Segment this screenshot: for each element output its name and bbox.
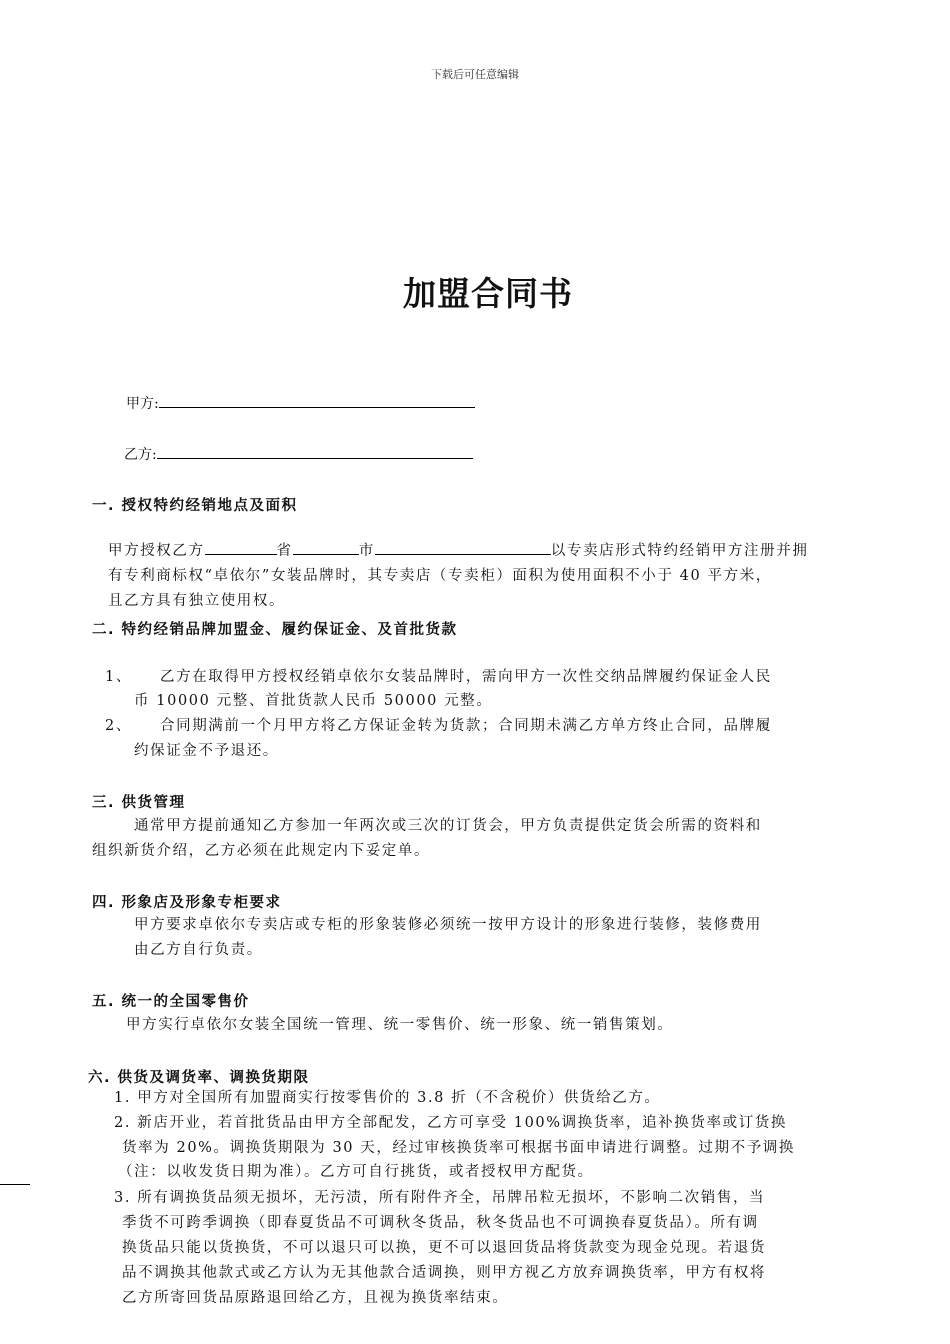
section-3-line-2: 组织新货介绍，乙方必须在此规定内下妥定单。 — [92, 843, 431, 859]
section-3-line-1: 通常甲方提前通知乙方参加一年两次或三次的订货会，甲方负责提供定货会所需的资料和 — [134, 818, 762, 834]
section-6-line-4: （注：以收发货日期为准）。乙方可自行挑货，或者授权甲方配货。 — [118, 1164, 594, 1180]
document-title: 加盟合同书 — [403, 274, 573, 313]
section-1-line-1: 甲方授权乙方 省 市 以专卖店形式特约经销甲方注册并拥 — [108, 540, 808, 563]
province-blank — [205, 540, 277, 555]
party-a-label: 甲方: — [126, 396, 159, 412]
party-a-line — [126, 393, 475, 413]
section-4-heading: 四. 形象店及形象专柜要求 — [92, 895, 282, 911]
section-5-line-1: 甲方实行卓依尔女装全国统一管理、统一零售价、统一形象、统一销售策划。 — [126, 1017, 674, 1033]
section-1-line-3: 且乙方具有独立使用权。 — [108, 593, 286, 609]
section-4-line-1: 甲方要求卓依尔专卖店或专柜的形象装修必须统一按甲方设计的形象进行装修，装修费用 — [134, 917, 762, 933]
city-blank — [293, 540, 359, 555]
section-6-line-3: 货率为 20%。调换货期限为 30 天，经过审核换货率可根据书面申请进行调整。过期不予调换 — [122, 1140, 796, 1156]
section-5-heading: 五. 统一的全国零售价 — [92, 994, 250, 1010]
location-blank — [375, 540, 551, 555]
party-a-blank — [159, 393, 475, 408]
section-6-line-8: 品不调换其他款式或乙方认为无其他款合适调换，则甲方视乙方放弃调换货率，甲方有权将 — [122, 1265, 766, 1281]
section-6-line-7: 换货品只能以货换货，不可以退只可以换，更不可以退回货品将货款变为现金兑现。若退货 — [122, 1240, 766, 1256]
section-4-line-2: 由乙方自行负责。 — [134, 942, 263, 958]
section-2-item-2-line-2: 约保证金不予退还。 — [134, 743, 279, 759]
header-note: 下载后可任意编辑 — [431, 68, 519, 81]
section-6-line-9: 乙方所寄回货品原路退回给乙方，且视为换货率结束。 — [122, 1290, 509, 1306]
section-6-line-6: 季货不可跨季调换（即春夏货品不可调秋冬货品，秋冬货品也不可调换春夏货品）。所有调 — [122, 1215, 759, 1231]
party-b-label: 乙方: — [124, 447, 157, 463]
section-2-item-2-num: 2、 — [105, 718, 132, 734]
section-2-heading: 二. 特约经销品牌加盟金、履约保证金、及首批货款 — [92, 622, 458, 638]
section-6-line-2: 2. 新店开业，若首批货品由甲方全部配发，乙方可享受 100%调换货率，追补换货率或订货换 — [114, 1115, 788, 1131]
section-6-line-5: 3. 所有调换货品须无损坏，无污渍，所有附件齐全，吊牌吊粒无损坏，不影响二次销售，当 — [114, 1190, 766, 1206]
section-6-line-1: 1. 甲方对全国所有加盟商实行按零售价的 3.8 折（不含税价）供货给乙方。 — [114, 1090, 661, 1106]
section-2-item-2-line-1: 合同期满前一个月甲方将乙方保证金转为货款；合同期未满乙方单方终止合同，品牌履 — [160, 718, 772, 734]
section-6-heading: 六. 供货及调货率、调换货期限 — [88, 1070, 310, 1086]
party-b-line — [124, 444, 473, 464]
section-1-heading: 一. 授权特约经销地点及面积 — [92, 498, 298, 514]
section-3-heading: 三. 供货管理 — [92, 795, 186, 811]
party-b-blank — [157, 444, 473, 459]
section-1-line-2: 有专利商标权“卓依尔”女装品牌时，其专卖店（专卖柜）面积为使用面积不小于 40 平方米， — [108, 568, 772, 584]
section-2-item-1-line-1: 乙方在取得甲方授权经销卓依尔女装品牌时，需向甲方一次性交纳品牌履约保证金人民 — [160, 669, 772, 685]
section-2-item-1-num: 1、 — [105, 669, 132, 685]
margin-mark — [0, 1184, 30, 1185]
section-2-item-1-line-2: 币 10000 元整、首批货款人民币 50000 元整。 — [134, 693, 493, 709]
